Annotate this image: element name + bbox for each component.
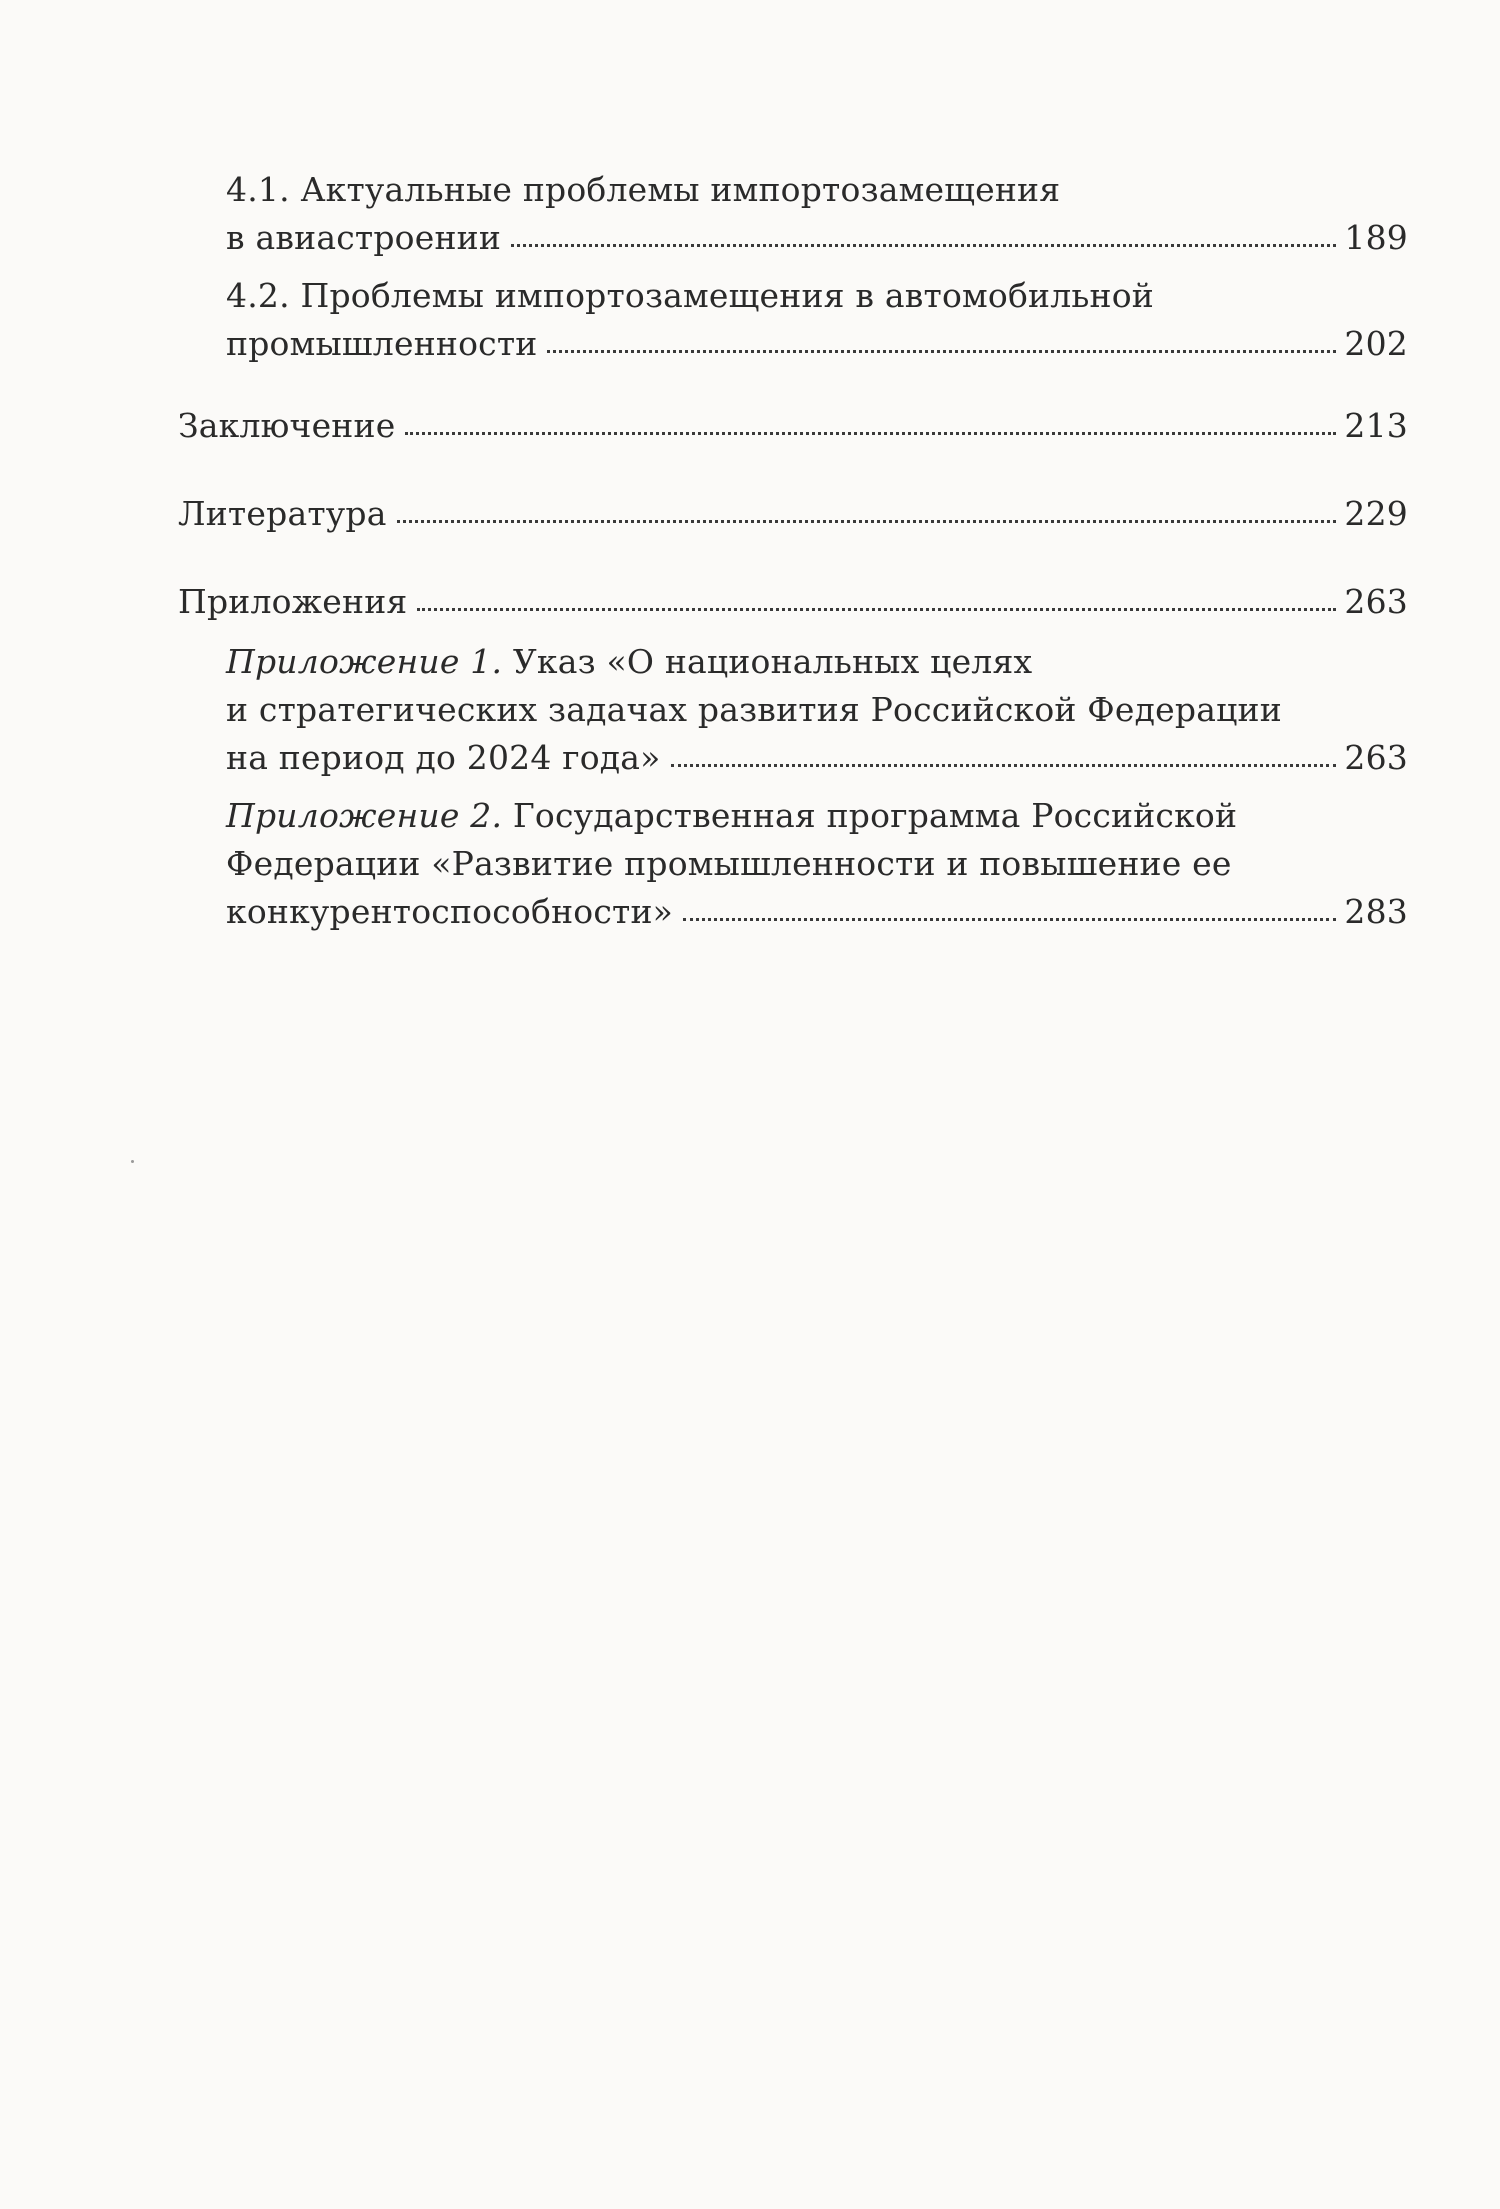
toc-entry-conclusion[interactable] [178,402,1408,450]
toc-entry-title: Приложения [178,582,408,621]
page-number: 263 [1344,582,1408,621]
page-number: 189 [1344,218,1408,257]
toc-entry-last-line [178,402,1408,450]
toc-entry-last-line [226,734,1408,782]
appendix-title-start: Указ «О национальных целях [502,642,1033,681]
page-number: 213 [1344,406,1408,445]
dot-leader [683,918,1336,921]
dot-leader [511,244,1336,247]
toc-entry-title-end: конкурентоспособности» [226,892,674,931]
toc-entry-last-line [178,490,1408,538]
page-number: 202 [1344,324,1408,363]
toc-entry-last-line [178,578,1408,626]
dot-leader [417,608,1336,611]
toc-entry-title-line: 4.1. Актуальные проблемы импортозамещения [226,170,1061,209]
page-number: 263 [1344,738,1408,777]
toc-entry-title-line: Федерации «Развитие промышленности и повышение ее [226,844,1232,883]
toc-entry-last-line [226,214,1408,262]
dot-leader [671,764,1337,767]
toc-entry-title-line: 4.2. Проблемы импортозамещения в автомобильной [226,276,1154,315]
toc-entry-last-line [226,888,1408,936]
toc-entry-title: Заключение [178,406,396,445]
toc-entry-literature[interactable] [178,490,1408,538]
toc-entry-title-end: промышленности [226,324,538,363]
toc-entry-title-line: и стратегических задачах развития Российской Федерации [226,690,1282,729]
toc-entry-title-line [226,792,1408,840]
toc-entry-4-2[interactable] [226,272,1408,368]
paper-speck [131,1160,134,1163]
appendix-title-start: Государственная программа Российской [502,796,1238,835]
toc-entry-appendices[interactable] [178,578,1408,626]
dot-leader [397,520,1337,523]
toc-entry-title-line [226,638,1408,686]
dot-leader [405,432,1336,435]
page-number: 283 [1344,892,1408,931]
toc-entry-last-line [226,320,1408,368]
toc-entry-title: Литература [178,494,387,533]
toc-entry-title-end: в авиастроении [226,218,502,257]
page-number: 229 [1344,494,1408,533]
toc-entry-title-end: на период до 2024 года» [226,738,661,777]
toc-entry-appendix-1[interactable] [226,638,1408,782]
dot-leader [547,350,1336,353]
toc-entry-4-1[interactable] [226,166,1408,262]
appendix-label: Приложение 1. [226,642,503,681]
toc-entry-appendix-2[interactable] [226,792,1408,936]
appendix-label: Приложение 2. [226,796,503,835]
